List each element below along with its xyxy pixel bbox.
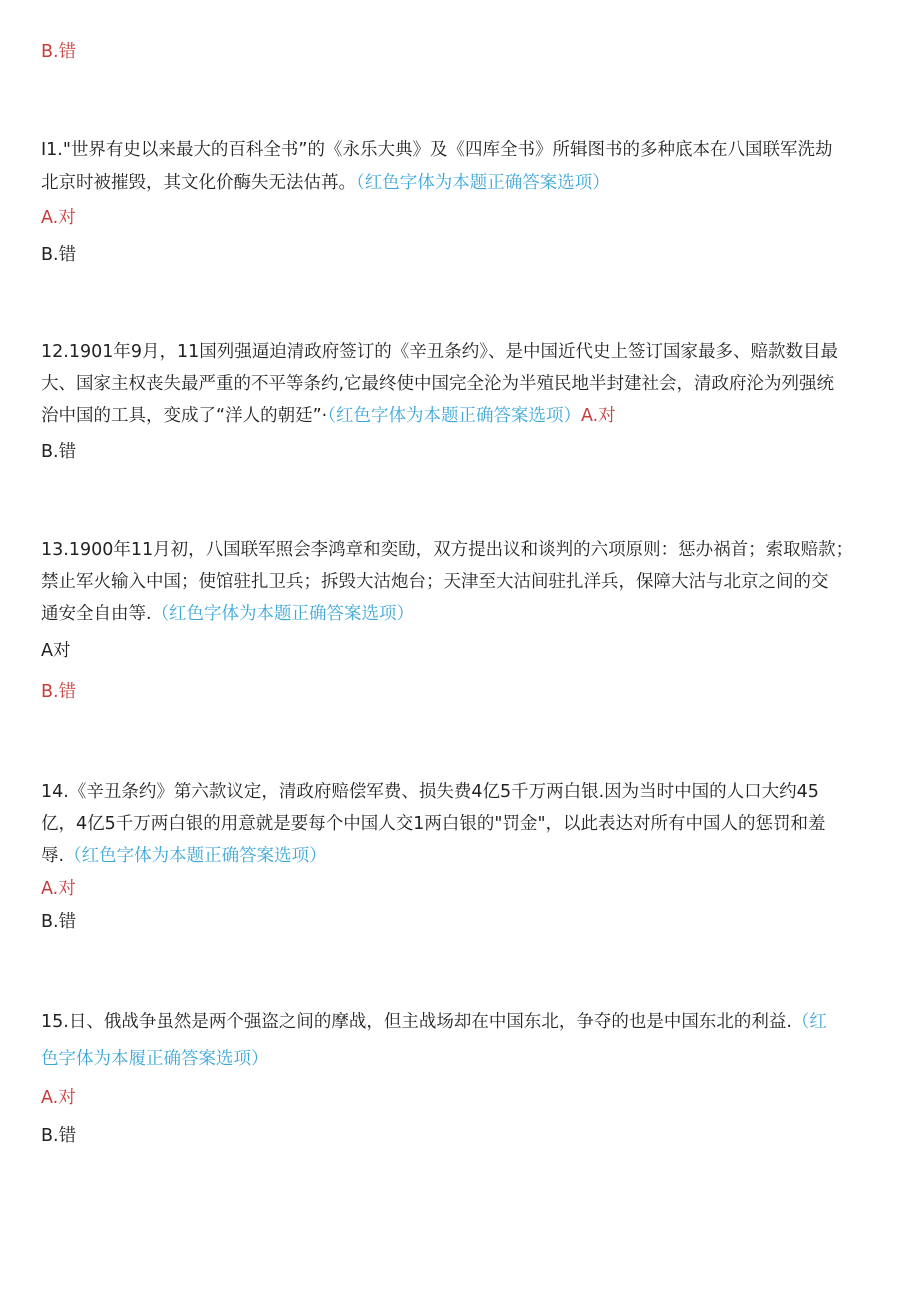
q12-answer-note: （红色字体为本题正确答案选项） (327, 406, 581, 426)
q11-text-line-1: I1."世界有史以来最大的百科全书”的《永乐大典》及《四库全书》所辑图书的多种底本在八国联军洗劫 (41, 140, 833, 160)
q11-option-b: B.错 (41, 245, 77, 265)
q14-text-line-3: 辱. (41, 846, 65, 866)
q15-answer-note-part-2: 色字体为本履正确答案选项） (41, 1049, 269, 1069)
q11-answer-note: （红色字体为本题正确答案选项） (356, 173, 610, 193)
q14-option-b: B.错 (41, 912, 77, 932)
q15-option-b: B.错 (41, 1126, 77, 1146)
q12-text-line-2: 大、国家主权丧失最严重的不平等条约,它最终使中国完全沦为半殖民地半封建社会，清政府沦为列强统 (41, 374, 835, 394)
q13-text-line-3: 通安全自由等. (41, 604, 152, 624)
q15-option-a: A.对 (41, 1088, 76, 1108)
q14-answer-note: （红色字体为本题正确答案选项） (64, 846, 327, 866)
q12-text-line-3-wrap (41, 408, 616, 426)
q12-option-a: A.对 (580, 406, 616, 426)
q15-text-line-1-wrap (41, 1014, 827, 1032)
q13-text-line-2: 禁止军火输入中国；使馆驻扎卫兵；拆毁大沽炮台；天津至大沽间驻扎洋兵，保障大沽与北京之间的交 (41, 572, 829, 592)
q12-text-line-1: 12.1901年9月，11国列强逼迫清政府签订的《辛丑条约》、是中国近代史上签订国家最多、赔款数目最 (41, 342, 839, 362)
q14-text-line-3-wrap (41, 848, 327, 866)
q14-option-a: A.对 (41, 879, 76, 899)
q12-text-line-3: 治中国的工具，变成了“洋人的朝廷”· (41, 406, 328, 426)
q13-option-a: A对 (41, 641, 71, 661)
q14-text-line-2: 亿，4亿5千万两白银的用意就是要每个中国人交1两白银的"罚金"，以此表达对所有中国人的惩罚和羞 (41, 814, 826, 834)
q15-answer-note-part-1: （红 (791, 1012, 827, 1032)
q11-text-line-2: 北京时被摧毁，其文化价酶失无法估苒。 (41, 173, 356, 193)
q12-option-b: B.错 (41, 442, 77, 462)
q11-text-line-2-wrap (41, 175, 610, 193)
q15-text-line-1: 15.日、俄战争虽然是两个强盗之间的摩战，但主战场却在中国东北，争夺的也是中国东北的利益. (41, 1012, 792, 1032)
q11-option-a: A.对 (41, 208, 76, 228)
q10-option-b: B.错 (41, 42, 77, 62)
q13-option-b: B.错 (41, 682, 77, 702)
q13-answer-note: （红色字体为本题正确答案选项） (151, 604, 415, 624)
q14-text-line-1: 14.《辛丑条约》第六款议定，清政府赔偿军费、损失费4亿5千万两白银.因为当时中国的人口大约45 (41, 782, 819, 802)
q13-text-line-1: 13.1900年11月初，八国联军照会李鸿章和奕劻，双方提出议和谈判的六项原则：惩办祸首；索取赔款； (41, 540, 854, 560)
q13-text-line-3-wrap (41, 606, 414, 624)
